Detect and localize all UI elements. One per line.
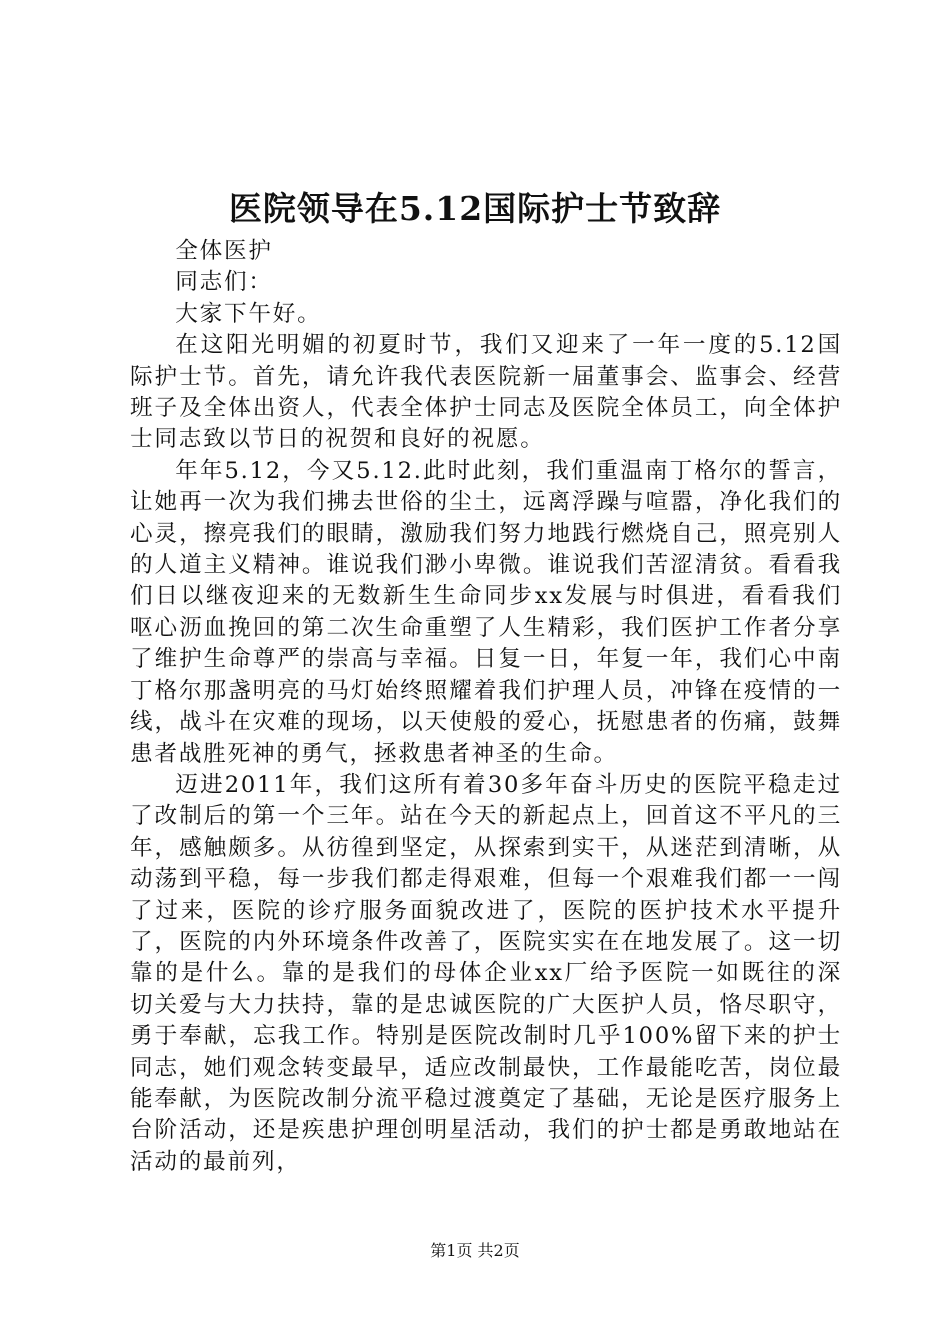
document-body	[130, 236, 842, 1178]
page-footer: 第1页 共2页	[430, 1241, 520, 1260]
body-paragraph: 年年5.12，今又5.12.此时此刻，我们重温南丁格尔的誓言，让她再一次为我们拂去世俗的尘土，远离浮躁与喧嚣，净化我们的心灵，擦亮我们的眼睛，激励我们努力地践行燃烧自己，照亮别人的人道主义精神。谁说我们渺小卑微。谁说我们苦涩清贫。看看我们日以继夜迎来的无数新生生命同步xx发展与时俱进，看看我们呕心沥血挽回的第二次生命重塑了人生精彩，我们医护工作者分享了维护生命尊严的崇高与幸福。日复一日，年复一年，我们心中南丁格尔那盏明亮的马灯始终照耀着我们护理人员，冲锋在疫情的一线，战斗在灾难的现场，以天使般的爱心，抚慰患者的伤痛，鼓舞患者战胜死神的勇气，拯救患者神圣的生命。	[130, 457, 842, 767]
greeting-line: 全体医护	[175, 238, 273, 264]
body-paragraph: 迈进2011年，我们这所有着30多年奋斗历史的医院平稳走过了改制后的第一个三年。站在今天的新起点上，回首这不平凡的三年，感触颇多。从彷徨到坚定，从探索到实干，从迷茫到清晰，从动荡到平稳，每一步我们都走得艰难，但每一个艰难我们都一一闯了过来，医院的诊疗服务面貌改进了，医院的医护技术水平提升了，医院的内外环境条件改善了，医院实实在在地发展了。这一切靠的是什么。靠的是我们的母体企业xx厂给予医院一如既往的深切关爱与大力扶持，靠的是忠诚医院的广大医护人员，恪尽职守，勇于奉献，忘我工作。特别是医院改制时几乎100%留下来的护士同志，她们观念转变最早，适应改制最快，工作最能吃苦，岗位最能奉献，为医院改制分流平稳过渡奠定了基础，无论是医疗服务上台阶活动，还是疾患护理创明星活动，我们的护士都是勇敢地站在活动的最前列，	[130, 771, 842, 1175]
greeting-line: 同志们：	[175, 269, 273, 296]
body-paragraph: 在这阳光明媚的初夏时节，我们又迎来了一年一度的5.12国际护士节。首先，请允许我代表医院新一届董事会、监事会、经营班子及全体出资人，代表全体护士同志及医院全体员工，向全体护士同志致以节日的祝贺和良好的祝愿。	[130, 332, 842, 453]
greeting-line: 大家下午好。	[175, 300, 322, 327]
document-title: 医院领导在5.12国际护士节致辞	[228, 189, 722, 228]
